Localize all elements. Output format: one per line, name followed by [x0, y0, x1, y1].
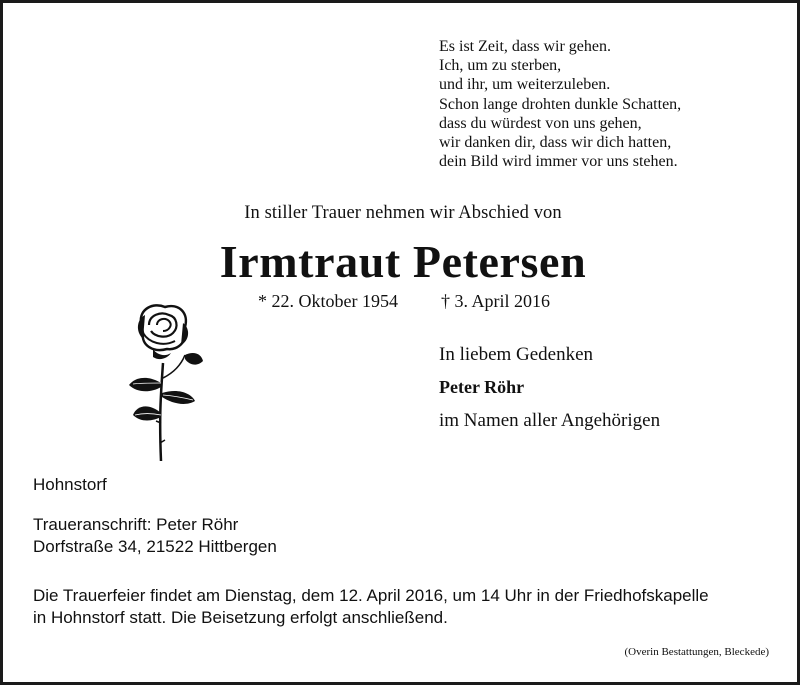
intro-text: In stiller Trauer nehmen wir Abschied von: [244, 203, 562, 223]
address-line: Dorfstraße 34, 21522 Hittbergen: [33, 537, 277, 556]
poem: [439, 37, 769, 171]
address-line: Traueranschrift: Peter Röhr: [33, 515, 239, 534]
poem-line: dass du würdest von uns gehen,: [439, 114, 642, 132]
death-date: † 3. April 2016: [441, 291, 551, 311]
rose-icon: [123, 303, 213, 468]
undertaker-credit: (Overin Bestattungen, Bleckede): [624, 646, 769, 658]
signoff-line: In liebem Gedenken: [439, 344, 594, 365]
poem-line: Es ist Zeit, dass wir gehen.: [439, 38, 611, 55]
poem-line: dein Bild wird immer vor uns stehen.: [439, 153, 678, 171]
poem-line: Schon lange drohten dunkle Schatten,: [439, 95, 682, 113]
poem-line: wir danken dir, dass wir dich hatten,: [439, 134, 672, 152]
poem-line: und ihr, um weiterzuleben.: [439, 76, 611, 94]
funeral-info-line: Die Trauerfeier findet am Dienstag, dem 12. April 2016, um 14 Uhr in der Friedhofskapelle: [33, 586, 709, 605]
poem-line: Ich, um zu sterben,: [439, 57, 562, 75]
place-text: Hohnstorf: [33, 475, 107, 494]
deceased-name: Irmtraut Petersen: [219, 236, 587, 287]
signoff-line: im Namen aller Angehörigen: [439, 410, 661, 431]
signer-name: Peter Röhr: [439, 377, 525, 397]
birth-date: * 22. Oktober 1954: [258, 291, 398, 311]
funeral-info-line: in Hohnstorf statt. Die Beisetzung erfolgt anschließend.: [33, 608, 448, 627]
